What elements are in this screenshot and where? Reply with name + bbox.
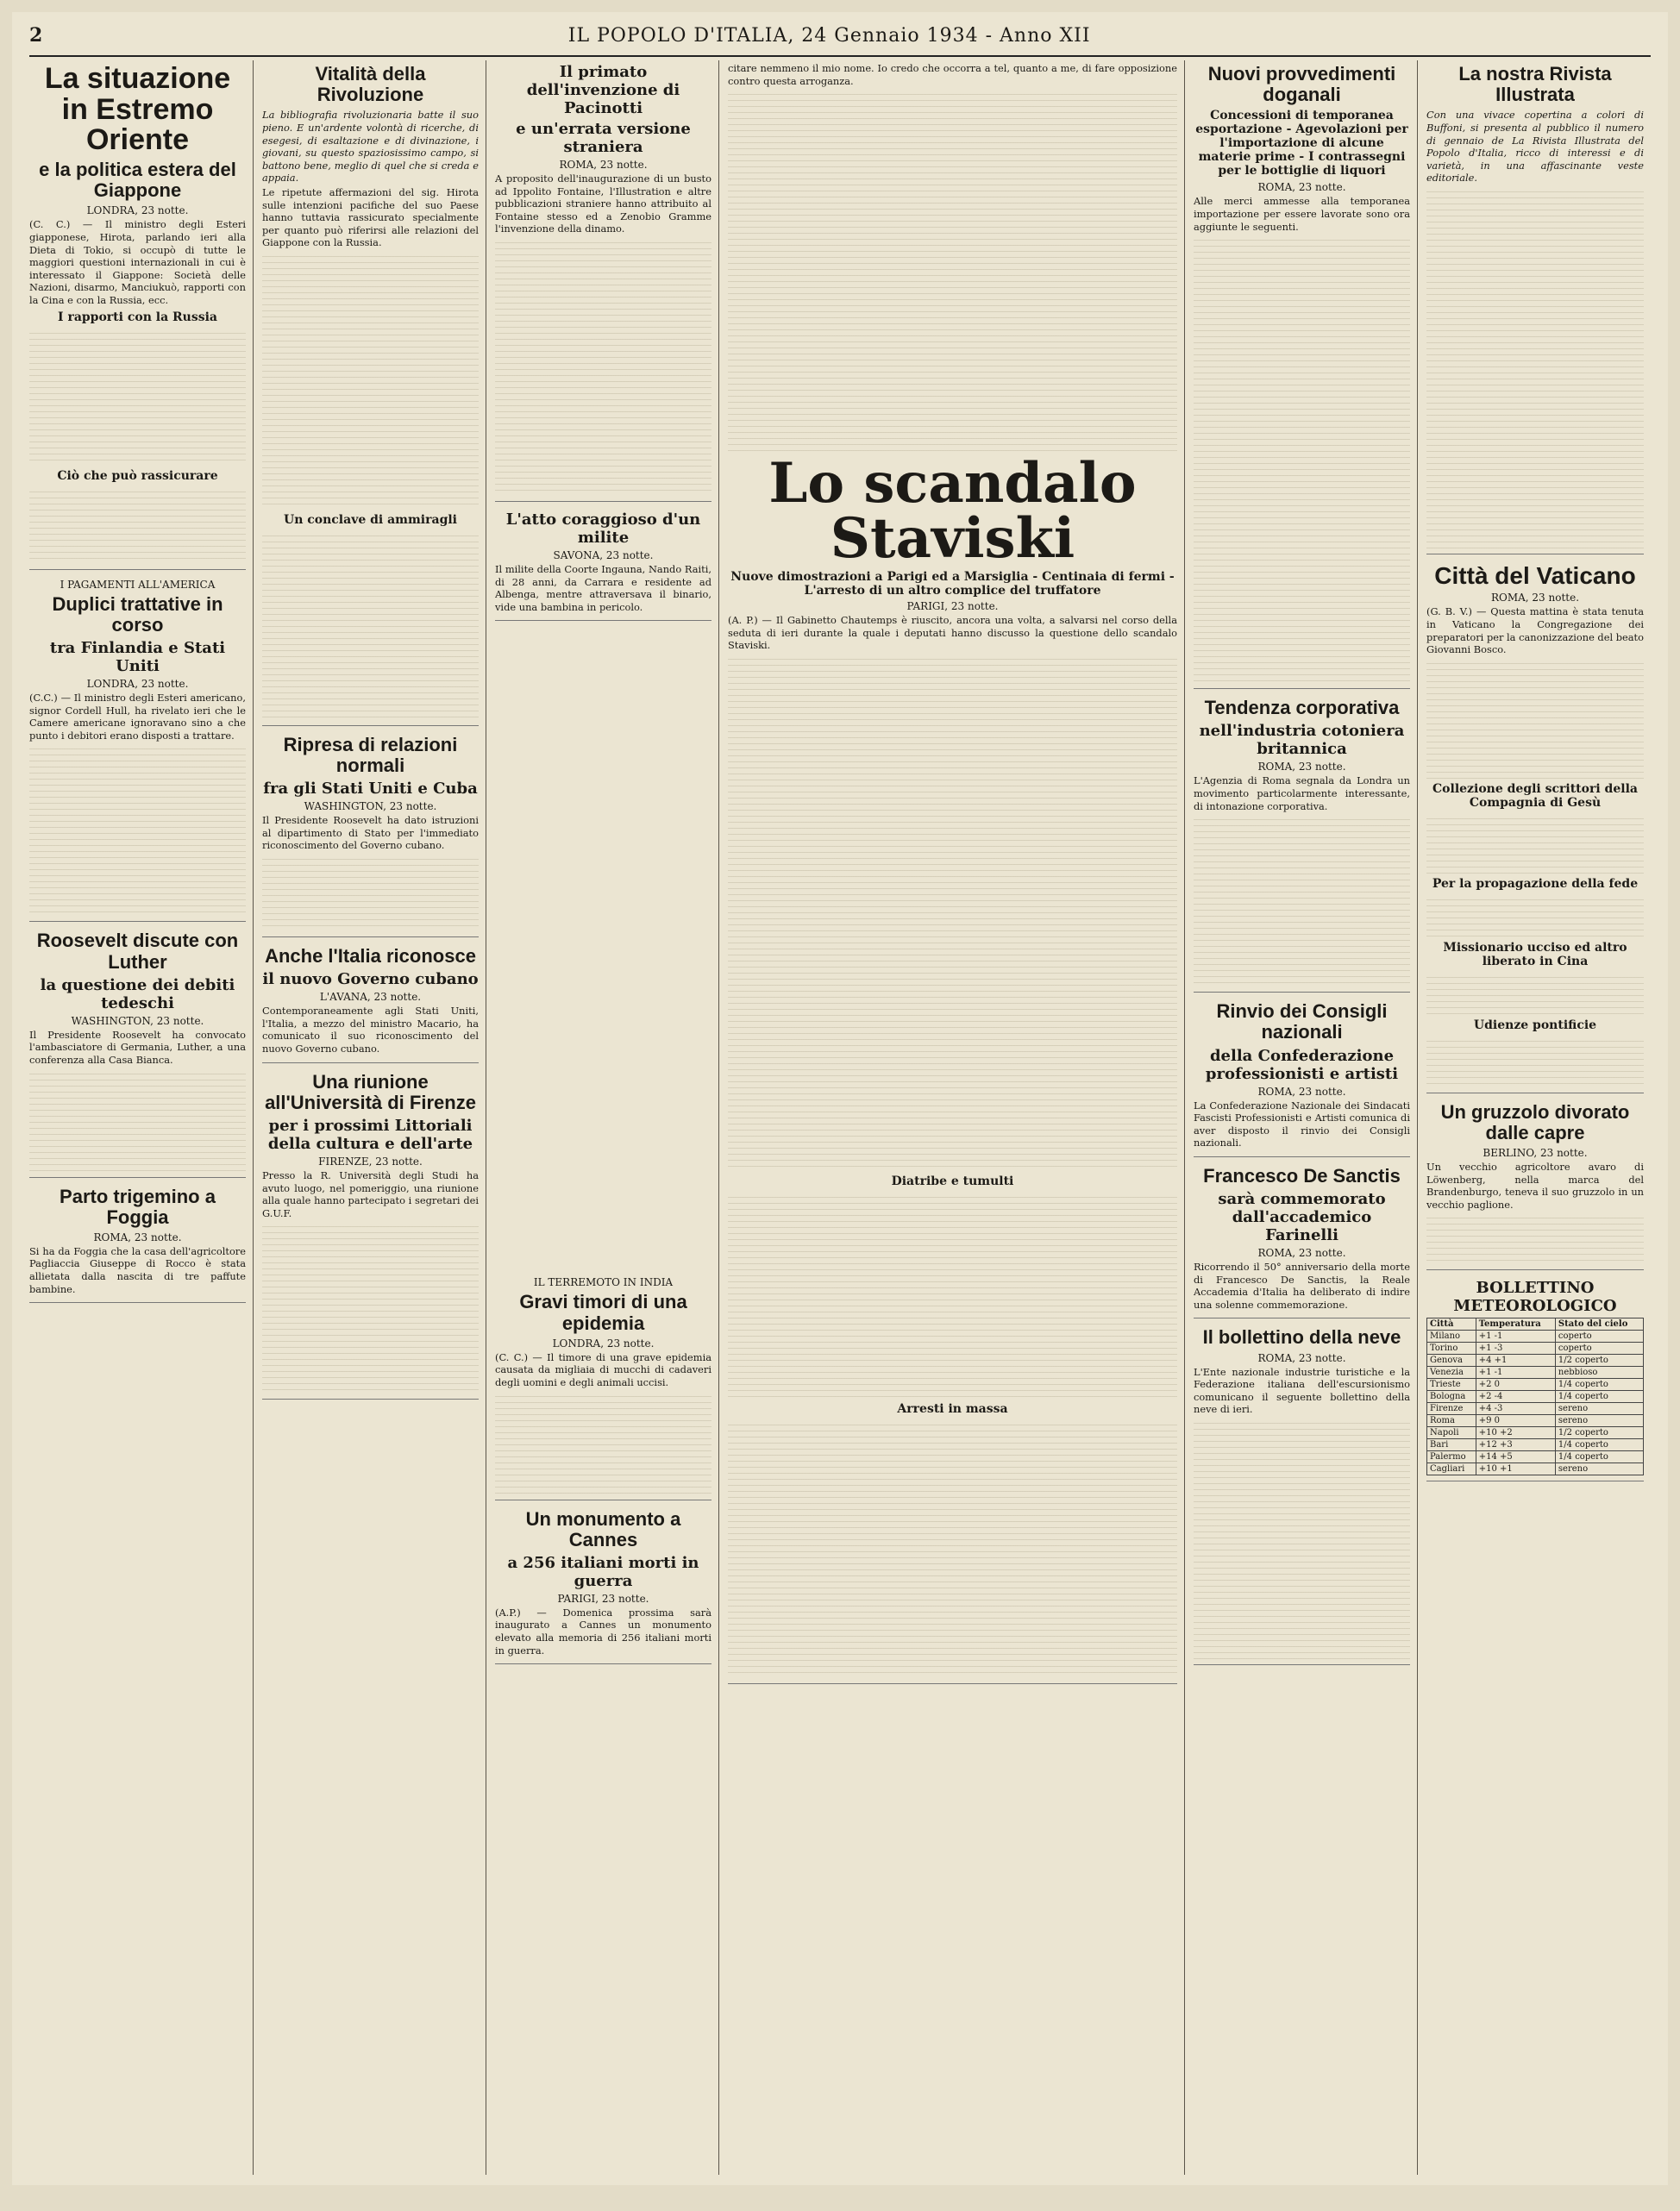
weather-cell: +2 0 [1476, 1379, 1555, 1391]
section-heading: Arresti in massa [897, 1401, 1008, 1416]
kicker: I PAGAMENTI ALL'AMERICA [60, 578, 216, 591]
column-4-5 [728, 60, 1185, 2175]
text-block [495, 237, 711, 496]
headline: Una riunione all'Università di Firenze [265, 1070, 476, 1113]
subheadline: e la politica estera del Giappone [39, 159, 236, 202]
weather-cell: nebbioso [1555, 1367, 1643, 1379]
headline: Duplici trattative in corso [52, 592, 223, 636]
weather-cell: Bologna [1427, 1391, 1476, 1403]
article-text: Ricorrendo il 50° anniversario della morte di Francesco De Sanctis, la Reale Accademia d'Italia ha deliberato di indire una solenne commemorazione. [1194, 1261, 1410, 1311]
subheadline: nell'industria cotoniera britannica [1199, 722, 1405, 759]
weather-cell: +10 +2 [1476, 1427, 1555, 1439]
weather-cell: 1/4 coperto [1555, 1379, 1643, 1391]
headline: Rinvio dei Consigli nazionali [1216, 1000, 1388, 1043]
article-text: (A.P.) — Domenica prossima sarà inaugurato a Cannes un monumento elevato alla memoria di 256 italiani morti in guerra. [495, 1606, 711, 1657]
section-heading: Udienze pontificie [1473, 1018, 1597, 1032]
text-block [728, 89, 1177, 451]
weather-cell: +2 -4 [1476, 1391, 1555, 1403]
weather-row [1427, 1343, 1644, 1355]
weather-cell: Venezia [1427, 1367, 1476, 1379]
subheadline: tra Finlandia e Stati Uniti [49, 638, 226, 675]
weather-cell: sereno [1555, 1403, 1643, 1415]
article-roosevelt-luther [29, 930, 246, 1177]
article-italia-riconosce [262, 946, 479, 1063]
text-block [1426, 894, 1644, 937]
headline: Anche l'Italia riconosce [265, 945, 476, 968]
text-block [728, 1419, 1177, 1678]
dateline: ROMA, 23 notte. [1490, 592, 1580, 604]
columns [29, 60, 1651, 2175]
page-number: 2 [29, 24, 43, 47]
article-text: Il Presidente Roosevelt ha convocato l'ambasciatore di Germania, Luther, a una conferenza alla Casa Bianca. [29, 1028, 246, 1066]
article-rivista-illustrata [1426, 64, 1644, 554]
weather-cell: +14 +5 [1476, 1451, 1555, 1463]
masthead [29, 16, 1651, 57]
weather-bulletin [1426, 1279, 1644, 1481]
text-block [1426, 813, 1644, 874]
headline: Città del Vaticano [1434, 561, 1636, 589]
weather-cell: coperto [1555, 1343, 1643, 1355]
dateline: SAVONA, 23 notte. [553, 548, 654, 561]
article-text: Il milite della Coorte Ingauna, Nando Raiti, di 28 anni, da Carrara e residente ad Albenga, mentre attraversava il binario, vide una bambina in pericolo. [495, 562, 711, 613]
section-heading: Diatribe e tumulti [891, 1174, 1014, 1188]
column-7 [1426, 60, 1651, 2175]
weather-cell: Cagliari [1427, 1463, 1476, 1475]
text-block [1194, 235, 1410, 683]
weather-cell: Palermo [1427, 1451, 1476, 1463]
headline: Il primato dell'invenzione di Pacinotti [526, 63, 680, 117]
column-1 [29, 60, 254, 2175]
text-block [728, 1192, 1177, 1399]
article-text: (C. C.) — Il timore di una grave epidemia causata da migliaia di mucchi di cadaveri degli uomini e degli animali uccisi. [495, 1350, 711, 1388]
headline: Parto trigemino a Foggia [60, 1185, 216, 1228]
newspaper-title: IL POPOLO D'ITALIA, 24 Gennaio 1934 - Anno XII [567, 24, 1091, 47]
column-6 [1194, 60, 1418, 2175]
weather-cell: +1 -1 [1476, 1367, 1555, 1379]
headline: Francesco De Sanctis [1203, 1164, 1401, 1187]
article-ripresa-relazioni [262, 735, 479, 937]
weather-row [1427, 1439, 1644, 1451]
headline: Ripresa di relazioni normali [283, 733, 458, 777]
article-gruzzolo [1426, 1102, 1644, 1271]
article-text: Con una vivace copertina a colori di Buffoni, si presenta al pubblico il numero di gennaio de La Rivista Illustrata del Popolo d'Italia, ricco di interessi e di varietà, in una affascinante veste editoriale. [1426, 109, 1644, 185]
article-cannes [495, 1509, 711, 1665]
text-block [29, 743, 246, 916]
dateline: ROMA, 23 notte. [1257, 1351, 1346, 1364]
text-block [262, 854, 479, 931]
article-text: A proposito dell'inaugurazione di un busto ad Ippolito Fontaine, l'Illustration e altre pubblicazioni straniere hanno attribuito al Fontaine stesso ed a Zenobio Gramme l'invenzione della dinamo. [495, 172, 711, 235]
headline: La nostra Rivista Illustrata [1458, 63, 1612, 106]
article-text: Alle merci ammesse alla temporanea importazione per essere lavorate sono ora aggiunte le seguenti. [1194, 195, 1410, 233]
text-block [262, 530, 479, 720]
text-block [1426, 1036, 1644, 1087]
dateline: BERLINO, 23 notte. [1483, 1147, 1588, 1160]
weather-col-header: Stato del cielo [1555, 1318, 1643, 1331]
dateline: LONDRA, 23 notte. [552, 1337, 655, 1350]
article-doganali [1194, 64, 1410, 689]
dateline: PARIGI, 23 notte. [557, 1592, 649, 1605]
article-bollettino-neve [1194, 1327, 1410, 1665]
text-block [29, 486, 246, 564]
weather-cell: Torino [1427, 1343, 1476, 1355]
weather-cell: +1 -3 [1476, 1343, 1555, 1355]
text-block [728, 654, 1177, 1171]
article-text: (C. C.) — Il ministro degli Esteri giapponese, Hirota, parlando ieri alla Dieta di Tokio, si occupò di tutte le maggiori questioni internazionali in cui è interessato il Giappone: Società delle Nazioni, disarmo, Manciukuò, rapporti con la Cina e con la Russia, ecc. [29, 218, 246, 306]
article-tendenza-corporativa [1194, 698, 1410, 993]
section-heading: Per la propagazione della fede [1432, 876, 1639, 891]
text-block [262, 1221, 479, 1394]
section-heading: Ciò che può rassicurare [57, 468, 218, 483]
text-block [495, 1391, 711, 1494]
kicker: IL TERREMOTO IN INDIA [533, 1276, 674, 1289]
headline: Lo scandalo Staviski [768, 451, 1137, 572]
dateline: LONDRA, 23 notte. [86, 204, 189, 217]
article-de-sanctis [1194, 1166, 1410, 1319]
text-block [262, 251, 479, 510]
weather-cell: +4 +1 [1476, 1355, 1555, 1367]
article-estremo-oriente [29, 64, 246, 570]
article-pacinotti [495, 63, 711, 502]
weather-row [1427, 1427, 1644, 1439]
weather-cell: 1/2 coperto [1555, 1355, 1643, 1367]
article-staviski [728, 451, 1177, 1684]
weather-cell: coperto [1555, 1331, 1643, 1343]
headline: Roosevelt discute con Luther [36, 930, 239, 973]
dateline: WASHINGTON, 23 notte. [304, 800, 437, 813]
text-block [1426, 1212, 1644, 1264]
weather-cell: Firenze [1427, 1403, 1476, 1415]
deck: Nuove dimostrazioni a Parigi ed a Marsiglia - Centinaia di fermi - L'arresto di un altro complice del truffatore [730, 570, 1175, 598]
weather-row [1427, 1367, 1644, 1379]
weather-row [1427, 1331, 1644, 1343]
article-text: citare nemmeno il mio nome. Io credo che occorra a tel, quanto a me, di fare opposizione contro questa arroganza. [728, 62, 1177, 87]
article-text: (G. B. V.) — Questa mattina è stata tenuta in Vaticano la Congregazione dei preparatori per la canonizzazione del beato Giovanni Bosco. [1426, 605, 1644, 656]
weather-row [1427, 1415, 1644, 1427]
article-text: (A. P.) — Il Gabinetto Chautemps è riuscito, ancora una volta, a salvarsi nel corso della seduta di ieri durante la quale i deputati hanno discusso la questione dello scandalo Staviski. [728, 614, 1177, 652]
dateline: LONDRA, 23 notte. [86, 677, 189, 690]
weather-cell: 1/4 coperto [1555, 1451, 1643, 1463]
article-text: Un vecchio agricoltore avaro di Löwenberg, nella marca del Brandenburgo, teneva il suo gruzzolo in un vecchio paglione. [1426, 1161, 1644, 1211]
article-text: Presso la R. Università degli Studi ha avuto luogo, nel pomeriggio, una riunione alla quale hanno partecipato i segretari dei G.U.F. [262, 1169, 479, 1219]
dateline: WASHINGTON, 23 notte. [71, 1014, 204, 1027]
weather-cell: Genova [1427, 1355, 1476, 1367]
headline: Un monumento a Cannes [525, 1507, 681, 1550]
dateline: ROMA, 23 notte. [1257, 1085, 1346, 1098]
text-block [1426, 972, 1644, 1015]
weather-title: BOLLETTINO METEOROLOGICO [1453, 1279, 1617, 1316]
section-heading: Un conclave di ammiragli [283, 512, 457, 527]
weather-cell: 1/2 coperto [1555, 1427, 1643, 1439]
dateline: ROMA, 23 notte. [93, 1231, 182, 1243]
subheadline: fra gli Stati Uniti e Cuba [263, 780, 478, 799]
weather-cell: +4 -3 [1476, 1403, 1555, 1415]
weather-cell: 1/4 coperto [1555, 1439, 1643, 1451]
text-block [1426, 186, 1644, 548]
subheadline: Concessioni di temporanea esportazione - Agevolazioni per l'importazione di alcune materie prime - I contrassegni per le bottiglie di liquori [1195, 109, 1408, 179]
article-text: La bibliografia rivoluzionaria batte il suo pieno. E un'ardente volontà di ricerche, di esegesi, di esaltazione e di divinazione, i giovani, su questo spaziosissimo campo, si battono bene, meglio di quel che si creda e appaia. [262, 109, 479, 185]
weather-row [1427, 1391, 1644, 1403]
text-block [29, 328, 246, 466]
headline: Un gruzzolo divorato dalle capre [1440, 1100, 1630, 1143]
weather-cell: Roma [1427, 1415, 1476, 1427]
text-block [1194, 814, 1410, 986]
article-terremoto [495, 1276, 711, 1500]
weather-col-header: Temperatura [1476, 1318, 1555, 1331]
dateline: ROMA, 23 notte. [1257, 181, 1346, 194]
article-text: La Confederazione Nazionale dei Sindacati Fascisti Professionisti e Artisti comunica di aver disposto il rinvio dei Consigli nazionali. [1194, 1099, 1410, 1149]
column-3 [495, 60, 719, 2175]
column-2 [262, 60, 486, 2175]
weather-row [1427, 1379, 1644, 1391]
subheadline: e un'errata versione straniera [516, 120, 691, 156]
weather-row [1427, 1451, 1644, 1463]
headline: Tendenza corporativa [1204, 697, 1400, 719]
weather-row [1427, 1463, 1644, 1475]
article-text: (C.C.) — Il ministro degli Esteri americano, signor Cordell Hull, ha rivelato ieri che le Camere americane ignoravano sino a che punto i debitori erano disposti a trattare. [29, 691, 246, 742]
headline: La situazione in Estremo Oriente [44, 62, 231, 157]
headline: Il bollettino della neve [1202, 1326, 1401, 1349]
weather-row [1427, 1403, 1644, 1415]
subheadline: per i prossimi Littoriali della cultura e dell'arte [267, 1117, 473, 1153]
weather-table [1426, 1318, 1644, 1475]
dateline: PARIGI, 23 notte. [906, 600, 999, 613]
weather-cell: +10 +1 [1476, 1463, 1555, 1475]
headline: Nuovi provvedimenti doganali [1207, 63, 1396, 106]
weather-cell: Milano [1427, 1331, 1476, 1343]
article-milite [495, 510, 711, 621]
text-block [1194, 1418, 1410, 1659]
dateline: ROMA, 23 notte. [1257, 761, 1346, 774]
subheadline: sarà commemorato dall'accademico Farinelli [1218, 1190, 1386, 1245]
article-text: Le ripetute affermazioni del sig. Hirota sulle intenzioni pacifiche del suo Paese hanno tuttavia rassicurato specialmente per quanto può riferirsi alle relazioni del Giappone con la Russia. [262, 185, 479, 249]
weather-cell: +12 +3 [1476, 1439, 1555, 1451]
weather-cell: sereno [1555, 1463, 1643, 1475]
newspaper-page [12, 12, 1668, 2185]
article-parto-trigemino [29, 1187, 246, 1304]
text-block [1426, 658, 1644, 779]
subheadline: la questione dei debiti tedeschi [40, 975, 235, 1012]
dateline: ROMA, 23 notte. [559, 159, 648, 171]
article-universita-firenze [262, 1072, 479, 1400]
article-text: Il Presidente Roosevelt ha dato istruzioni al dipartimento di Stato per l'immediato riconoscimento del Governo cubano. [262, 814, 479, 852]
text-block [29, 1068, 246, 1172]
section-heading: Collezione degli scrittori della Compagnia di Gesù [1432, 781, 1638, 810]
weather-cell: sereno [1555, 1415, 1643, 1427]
article-text: Contemporaneamente agli Stati Uniti, l'Italia, a mezzo del ministro Macario, ha comunicato il suo riconoscimento del nuovo Governo cubano. [262, 1005, 479, 1055]
article-vitalita [262, 64, 479, 726]
subheadline: a 256 italiani morti in guerra [507, 1553, 699, 1590]
article-text: L'Ente nazionale industrie turistiche e la Federazione italiana dell'escursionismo comunicano il seguente bollettino della neve di ieri. [1194, 1365, 1410, 1416]
weather-row [1427, 1355, 1644, 1367]
article-rinvio-consigli [1194, 1001, 1410, 1157]
weather-cell: 1/4 coperto [1555, 1391, 1643, 1403]
section-heading: I rapporti con la Russia [58, 310, 217, 324]
weather-cell: Bari [1427, 1439, 1476, 1451]
article-vaticano [1426, 563, 1644, 1093]
weather-col-header: Città [1427, 1318, 1476, 1331]
article-duplici-trattative [29, 579, 246, 923]
weather-cell: +9 0 [1476, 1415, 1555, 1427]
dateline: L'AVANA, 23 notte. [319, 991, 422, 1004]
article-text: L'Agenzia di Roma segnala da Londra un movimento particolarmente interessante, di intonazione corporativa. [1194, 774, 1410, 812]
subheadline: della Confederazione professionisti e artisti [1205, 1046, 1399, 1083]
section-heading: Missionario ucciso ed altro liberato in Cina [1443, 940, 1627, 968]
weather-cell: Napoli [1427, 1427, 1476, 1439]
weather-cell: Trieste [1427, 1379, 1476, 1391]
headline: Vitalità della Rivoluzione [315, 63, 426, 106]
article-text: Si ha da Foggia che la casa dell'agricoltore Pagliaccia Giuseppe di Rocco è stata allietata dalla nascita di tre paffute bambine. [29, 1244, 246, 1295]
dateline: ROMA, 23 notte. [1257, 1247, 1346, 1260]
dateline: FIRENZE, 23 notte. [318, 1156, 423, 1168]
headline: L'atto coraggioso d'un milite [505, 510, 701, 547]
headline: Gravi timori di una epidemia [519, 1291, 687, 1334]
subheadline: il nuovo Governo cubano [262, 970, 479, 989]
weather-cell: +1 -1 [1476, 1331, 1555, 1343]
